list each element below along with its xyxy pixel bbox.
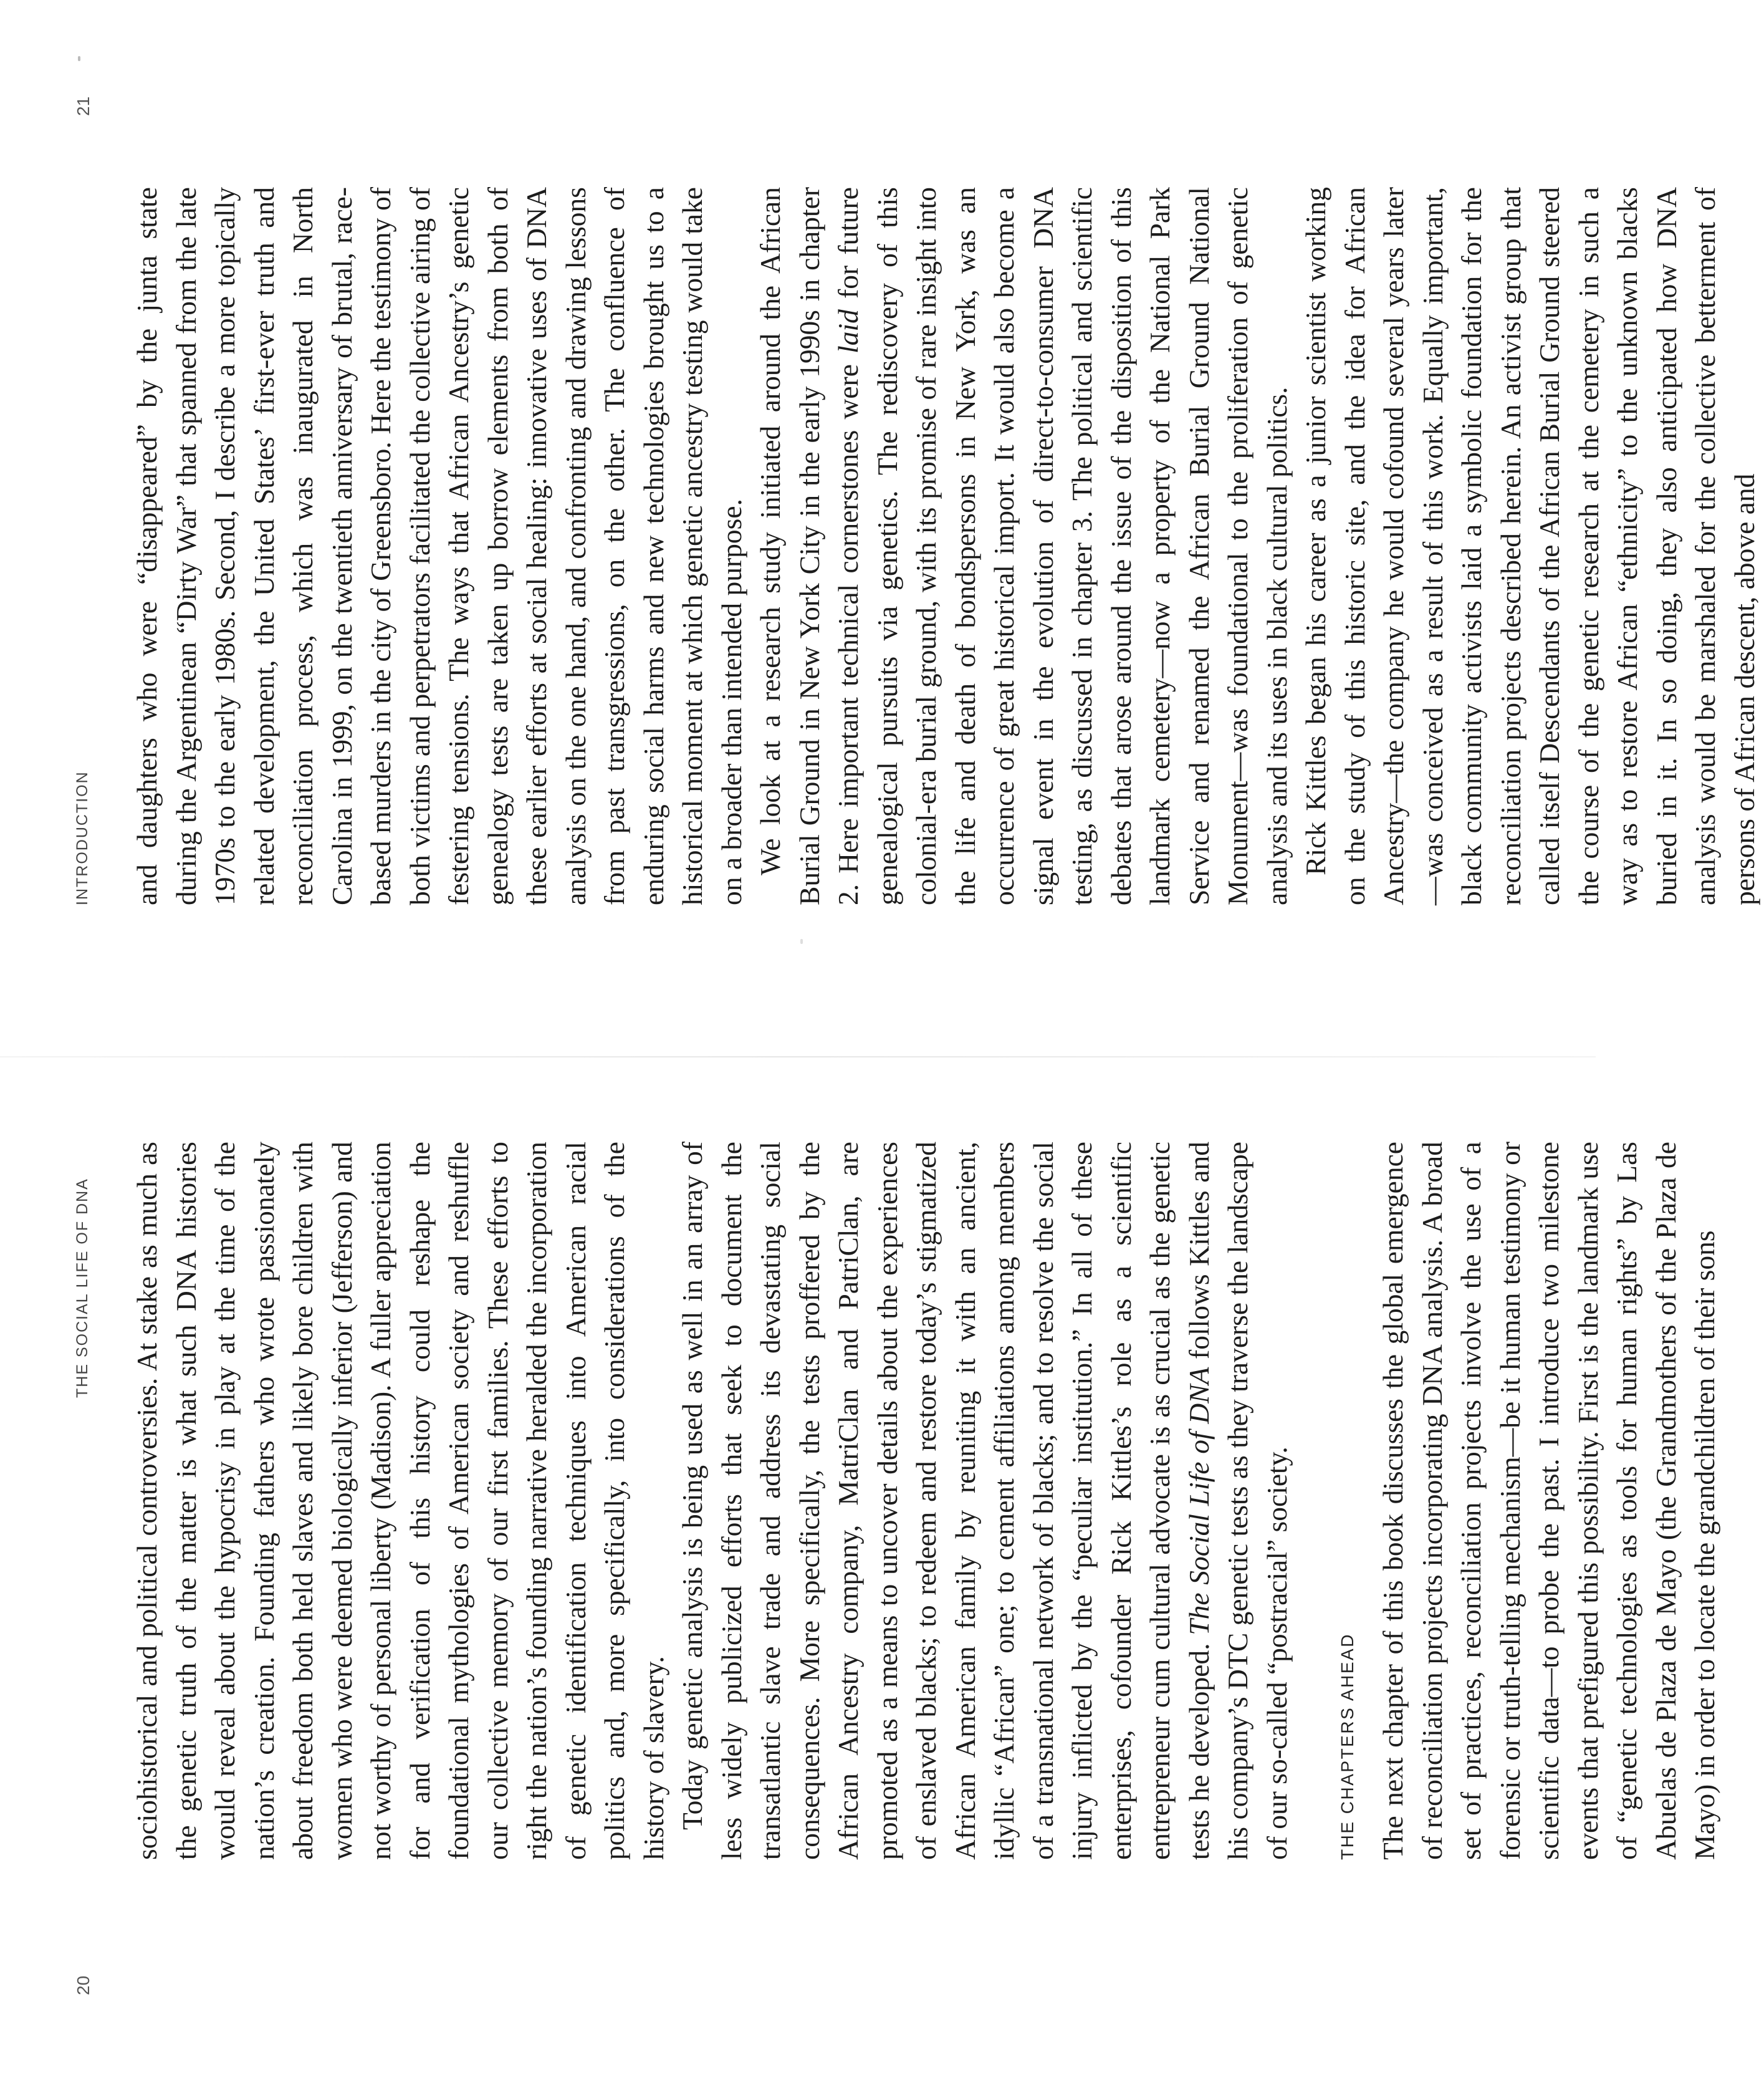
page-number-left: 20 (74, 1975, 93, 1995)
left-paragraph-3: The next chapter of this book discusses the global emergence of reconciliation projects incorporating DNA analysis. A broad set of practices, reconciliation projects involve the use of a forensic or truth-telling mechanism—be it human testimony or scientific data—to probe the past. I introduce two milestone events that prefigured this possibility. First is the landmark use of “genetic technologies as tools for human rights” by Las Abuelas de Plaza de Mayo (the Grandmothers of the Plaza de Mayo) in order to locate the grandchildren of their sons (1377, 1142, 1720, 1860)
left-paragraph-2-text-a: Today genetic analysis is being used as well in an array of less widely publicized efforts that seek to document the transatlantic slave trade and address its devastating social consequences. More specifically, the tests proffered by the African Ancestry company, MatriClan and PatriClan, are promoted as a means to uncover details about the experiences of enslaved blacks; to redeem and restore today’s stigmatized African American family by reuniting it with an ancient, idyllic “African” one; to cement affiliations among members of a transnational network of blacks; and to resolve the social injury inflicted by the “peculiar institution.” In all of these enterprises, cofounder Rick Kittles’s role as a scientific entrepreneur cum cultural advocate is as crucial as the genetic tests he developed. (676, 1142, 1215, 1860)
running-head-left: THE SOCIAL LIFE OF DNA (74, 1178, 91, 1398)
running-head-right: INTRODUCTION (74, 771, 91, 905)
left-body-text (128, 1142, 1725, 1860)
book-title-italic: The Social Life of DNA (1182, 1367, 1215, 1635)
left-page (0, 1038, 1720, 2075)
page-number-right: 21 (74, 96, 93, 116)
right-paragraph-2 (751, 187, 1297, 905)
left-paragraph-1: sociohistorical and political controversies. At stake as much as the genetic truth of the matter is what such DNA histories would reveal about the hypocrisy in play at the time of the nation’s creation. Founding fathers who wrote passionately about freedom both held slaves and likely bore children with women who were deemed biologically inferior (Jefferson) and not worthy of personal liberty (Madison). A fuller appreciation for and verification of this history could reshape the foundational mythologies of American society and reshuffle our collective memory of our first families. These efforts to right the nation’s founding narrative heralded the incorporation of genetic identification techniques into American racial politics and, more specifically, into considerations of the history of slavery. (131, 1142, 669, 1860)
right-paragraph-3: Rick Kittles began his career as a junior scientist working on the study of this historic site, and the idea for African Ancestry—the company he would cofound several years later—was conceived as a result of this work. Equally important, black community activists laid a symbolic foundation for the reconciliation projects described herein. An activist group that called itself Descendants of the African Burial Ground steered the course of the genetic research at the cemetery in such a way as to restore African “ethnicity” to the unknown blacks buried in it. In so doing, they also anticipated how DNA analysis would be marshaled for the collective betterment of persons of African descent, above and (1300, 187, 1760, 905)
scan-speck (78, 56, 80, 61)
right-paragraph-2-text-a: We look at a research study initiated around the African Burial Ground in New York City in the early 1990s in chapter 2. Here important technical cornerstones were (754, 187, 864, 905)
right-paragraph-1: and daughters who were “disappeared” by the junta state during the Argentinean “Dirty War” that spanned from the late 1970s to the early 1980s. Second, I describe a more topically related development, the United States’ first-ever truth and reconciliation process, which was inaugurated in North Carolina in 1999, on the twentieth anniversary of brutal, race-based murders in the city of Greensboro. Here the testimony of both victims and perpetrators facilitated the collective airing of festering tensions. The ways that African Ancestry’s genetic genealogy tests are taken up borrow elements from both of these earlier efforts at social healing: innovative uses of DNA analysis on the one hand, and confronting and drawing lessons from past transgressions, on the other. The confluence of enduring social harms and new technologies brought us to a historical moment at which genetic ancestry testing would take on a broader than intended purpose. (131, 187, 747, 905)
left-paragraph-2-text-b: follows Kittles and his company’s DTC genetic tests as they traverse the landscape of our so-called “postracial” society. (1182, 1142, 1293, 1860)
scan-speck (800, 939, 803, 944)
italic-word: laid (832, 309, 864, 354)
right-page (0, 0, 1760, 1038)
right-body-text (128, 187, 1764, 905)
section-heading: THE CHAPTERS AHEAD (1338, 1633, 1357, 1860)
left-paragraph-2 (673, 1142, 1297, 1860)
right-paragraph-2-text-b: for future genealogical pursuits via genetics. The rediscovery of this colonial-era burial ground, with its promise of rare insight into the life and death of bondspersons in New York, was an occurrence of great historical import. It would also become a signal event in the evolution of direct-to-consumer DNA testing, as discussed in chapter 3. The political and scientific debates that arose around the issue of the disposition of this landmark cemetery—now a property of the National Park Service and renamed the African Burial Ground National Monument—was foundational to the proliferation of genetic analysis and its uses in black cultural politics. (832, 187, 1293, 905)
